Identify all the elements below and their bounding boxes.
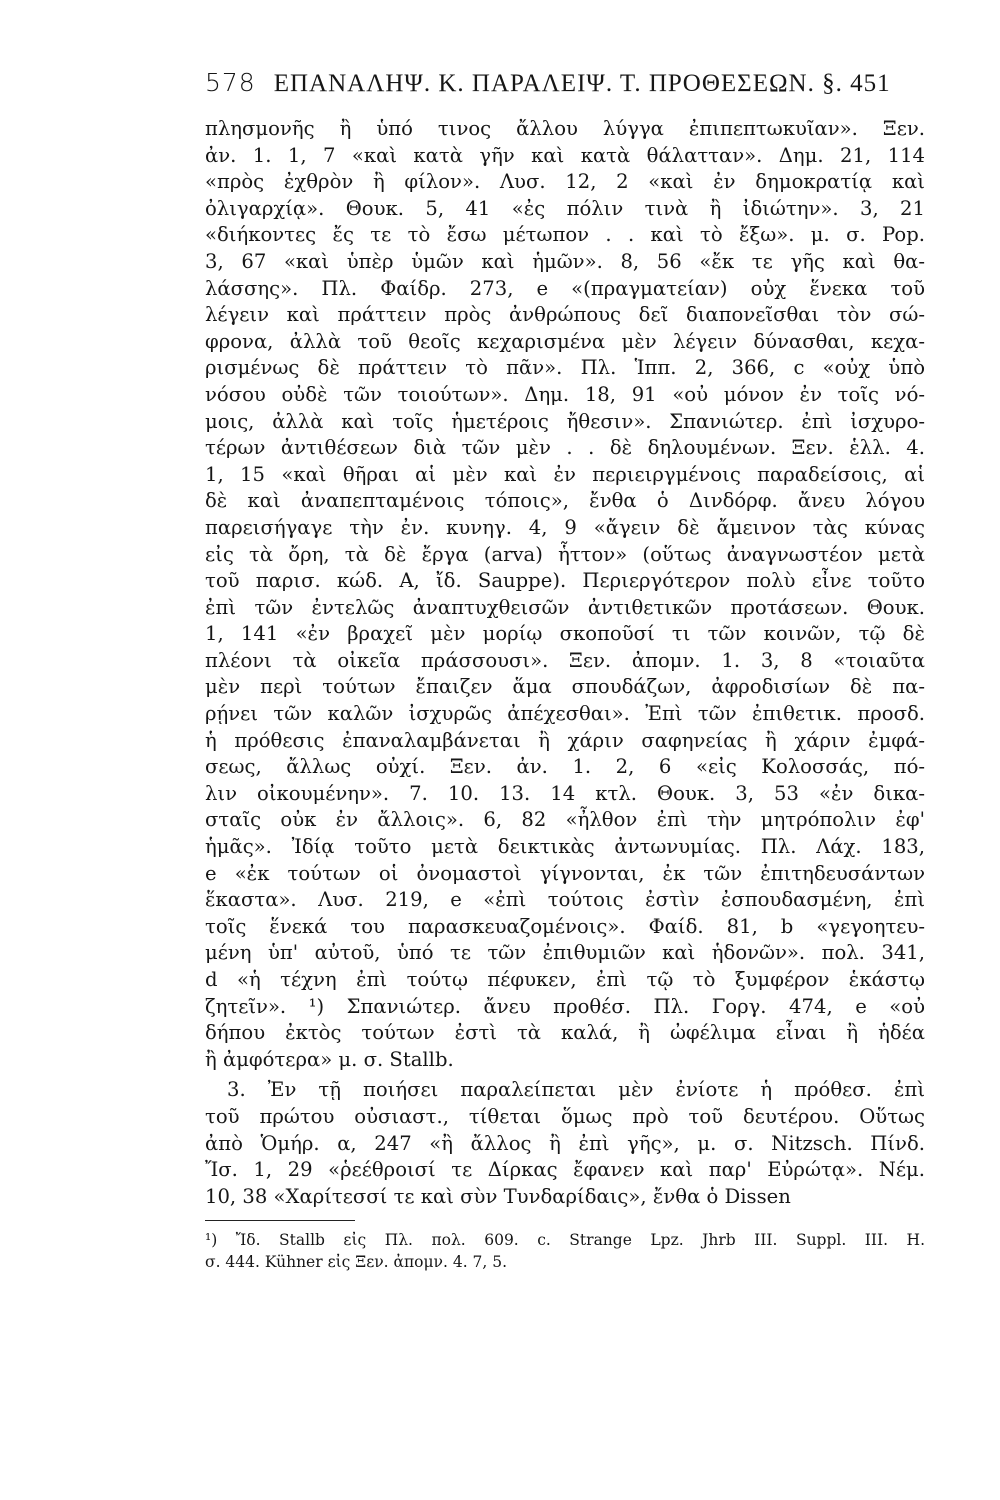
text-line: ρισμένως δὲ πράττειν τὸ πᾶν». Πλ. Ἱππ. 2, 366, c «οὐχ ὑπὸ: [205, 356, 925, 380]
text-line: πλέονι τὰ οἰκεῖα πράσσουσι». Ξεν. ἀπομν. 1. 3, 8 «τοιαῦτα: [205, 648, 925, 672]
text-line: ἢ ἀμφότερα» μ. σ. Stallb.: [205, 1047, 454, 1071]
text-line: ἐπὶ τῶν ἐντελῶς ἀναπτυχθεισῶν ἀντιθετικῶν προτάσεων. Θουκ.: [205, 595, 925, 619]
text-line: ἡμᾶς». Ἰδίᾳ τοῦτο μετὰ δεικτικὰς ἀντωνυμίας. Πλ. Λάχ. 183,: [205, 835, 925, 859]
text-line: μὲν περὶ τούτων ἔπαιζεν ἅμα σπουδάζων, ἀφροδισίων δὲ πα-: [205, 675, 925, 699]
text-line: φρονα, ἀλλὰ τοῦ θεοῖς κεχαρισμένα μὲν λέγειν δύνασθαι, κεχα-: [205, 329, 925, 353]
footnotes: [205, 1229, 925, 1273]
text-line: πλησμονῆς ἢ ὑπό τινος ἄλλου λύγγα ἐπιπεπτωκυῖαν». Ξεν.: [205, 117, 925, 140]
text-line: νόσου οὐδὲ τῶν τοιούτων». Δημ. 18, 91 «οὐ μόνον ἐν τοῖς νό-: [205, 382, 925, 406]
text-line: d «ἡ τέχνη ἐπὶ τούτῳ πέφυκεν, ἐπὶ τῷ τὸ ξυμφέρον ἑκάστῳ: [205, 968, 925, 991]
text-line: ρῄνει τῶν καλῶν ἰσχυρῶς ἀπέχεσθαι». Ἐπὶ τῶν ἐπιθετικ. προσδ.: [205, 702, 925, 726]
text-line: τέρων ἀντιθέσεων διὰ τῶν μὲν . . δὲ δηλουμένων. Ξεν. ἑλλ. 4.: [205, 436, 925, 460]
text-line: 10, 38 «Χαρίτεσσί τε καὶ σὺν Τυνδαρίδαις», ἔνθα ὁ Dissen: [205, 1184, 791, 1208]
text-line: δήπου ἐκτὸς τούτων ἐστὶ τὰ καλά, ἢ ὠφέλιμα εἶναι ἢ ἡδέα: [205, 1021, 925, 1045]
text-line: λέγειν καὶ πράττειν πρὸς ἀνθρώπους δεῖ διαπονεῖσθαι τὸν σώ-: [205, 303, 925, 327]
text-line: ἀν. 1. 1, 7 «καὶ κατὰ γῆν καὶ κατὰ θάλατταν». Δημ. 21, 114: [205, 143, 925, 167]
running-head: [205, 68, 925, 98]
text-line: ἡ πρόθεσις ἐπαναλαμβάνεται ἢ χάριν σαφηνείας ἢ χάριν ἐμφά-: [205, 728, 925, 752]
page-number: 578: [205, 68, 256, 97]
text-line: τοῦ παρισ. κώδ. A, ἴδ. Sauppe). Περιεργότερον πολὺ εἶνε τοῦτο: [205, 569, 925, 593]
text-line: 3, 67 «καὶ ὑπὲρ ὑμῶν καὶ ἡμῶν». 8, 56 «ἔκ τε γῆς καὶ θα-: [205, 249, 925, 273]
text-line: παρεισήγαγε τὴν ἐν. κυνηγ. 4, 9 «ἄγειν δὲ ἄμεινον τὰς κύνας: [205, 515, 925, 539]
text-line: ἕκαστα». Λυσ. 219, e «ἐπὶ τούτοις ἐστὶν ἐσπουδασμένη, ἐπὶ: [205, 888, 925, 912]
text-line: Ἴσ. 1, 29 «ῥεέθροισί τε Δίρκας ἔφανεν καὶ παρ' Εὐρώτᾳ». Νέμ.: [205, 1158, 925, 1182]
text-line: σεως, ἄλλως οὐχί. Ξεν. ἀν. 1. 2, 6 «εἰς Κολοσσάς, πό-: [205, 755, 925, 779]
text-line: δὲ καὶ ἀναπεπταμένοις τόποις», ἔνθα ὁ Δινδόρφ. ἄνευ λόγου: [205, 489, 925, 513]
text-line: e «ἐκ τούτων οἱ ὀνομαστοὶ γίγνονται, ἐκ τῶν ἐπιτηδευσάντων: [205, 861, 925, 885]
footnote-line: ¹) Ἴδ. Stallb εἰς Πλ. πολ. 609. c. Strange Lpz. Jhrb III. Suppl. III. H.: [205, 1231, 925, 1250]
text-line: ζητεῖν». ¹) Σπανιώτερ. ἄνευ προθέσ. Πλ. Γοργ. 474, e «οὐ: [205, 994, 925, 1018]
text-line: ἀπὸ Ὁμήρ. α, 247 «ἢ ἄλλος ἢ ἐπὶ γῆς», μ. σ. Nitzsch. Πίνδ.: [205, 1131, 925, 1155]
text-line: μένη ὑπ' αὐτοῦ, ὑπό τε τῶν ἐπιθυμιῶν καὶ ἡδονῶν». πολ. 341,: [205, 941, 925, 965]
text-line: «διήκοντες ἔς τε τὸ ἔσω μέτωπον . . καὶ τὸ ἔξω». μ. σ. Pop.: [205, 223, 925, 247]
paragraph-2-continued: [205, 116, 925, 1073]
text-line: λάσσης». Πλ. Φαίδρ. 273, e «(πραγματείαν) οὐχ ἕνεκα τοῦ: [205, 276, 925, 300]
main-text: [205, 116, 925, 1210]
text-line: ὀλιγαρχίᾳ». Θουκ. 5, 41 «ἐς πόλιν τινὰ ἢ ἰδιώτην». 3, 21: [205, 196, 925, 220]
book-page: [205, 68, 925, 1273]
text-line: 3. Ἐν τῇ ποιήσει παραλείπεται μὲν ἐνίοτε ἡ πρόθεσ. ἐπὶ: [227, 1078, 925, 1102]
text-line: «πρὸς ἐχθρὸν ἢ φίλον». Λυσ. 12, 2 «καὶ ἐν δημοκρατίᾳ καὶ: [205, 170, 925, 194]
footnote-rule: [205, 1220, 355, 1221]
footnote-line: σ. 444. Kühner εἰς Ξεν. ἀπομν. 4. 7, 5.: [205, 1253, 508, 1272]
text-line: τοῖς ἕνεκά του παρασκευαζομένοις». Φαίδ. 81, b «γεγοητευ-: [205, 914, 925, 938]
running-head-title: ΕΠΑΝΑΛΗΨ. Κ. ΠΑΡΑΛΕΙΨ. Τ. ΠΡΟΘΕΣΕΩΝ. §. 451: [273, 70, 891, 97]
paragraph-3: [205, 1077, 925, 1210]
text-line: 1, 15 «καὶ θῆραι αἱ μὲν καὶ ἐν περιειργμένοις παραδείσοις, αἱ: [205, 462, 925, 486]
text-line: μοις, ἀλλὰ καὶ τοῖς ἡμετέροις ἤθεσιν». Σπανιώτερ. ἐπὶ ἰσχυρο-: [205, 409, 925, 433]
text-line: λιν οἰκουμένην». 7. 10. 13. 14 κτλ. Θουκ. 3, 53 «ἐν δικα-: [205, 781, 925, 805]
text-line: τοῦ πρώτου οὐσιαστ., τίθεται ὅμως πρὸ τοῦ δευτέρου. Οὕτως: [205, 1104, 925, 1128]
text-line: σταῖς οὐκ ἐν ἄλλοις». 6, 82 «ἦλθον ἐπὶ τὴν μητρόπολιν ἐφ': [205, 808, 925, 832]
text-line: εἰς τὰ ὄρη, τὰ δὲ ἔργα (arva) ἧττον» (οὕτως ἀναγνωστέον μετὰ: [205, 542, 925, 566]
text-line: 1, 141 «ἐν βραχεῖ μὲν μορίῳ σκοποῦσί τι τῶν κοινῶν, τῷ δὲ: [205, 622, 925, 646]
